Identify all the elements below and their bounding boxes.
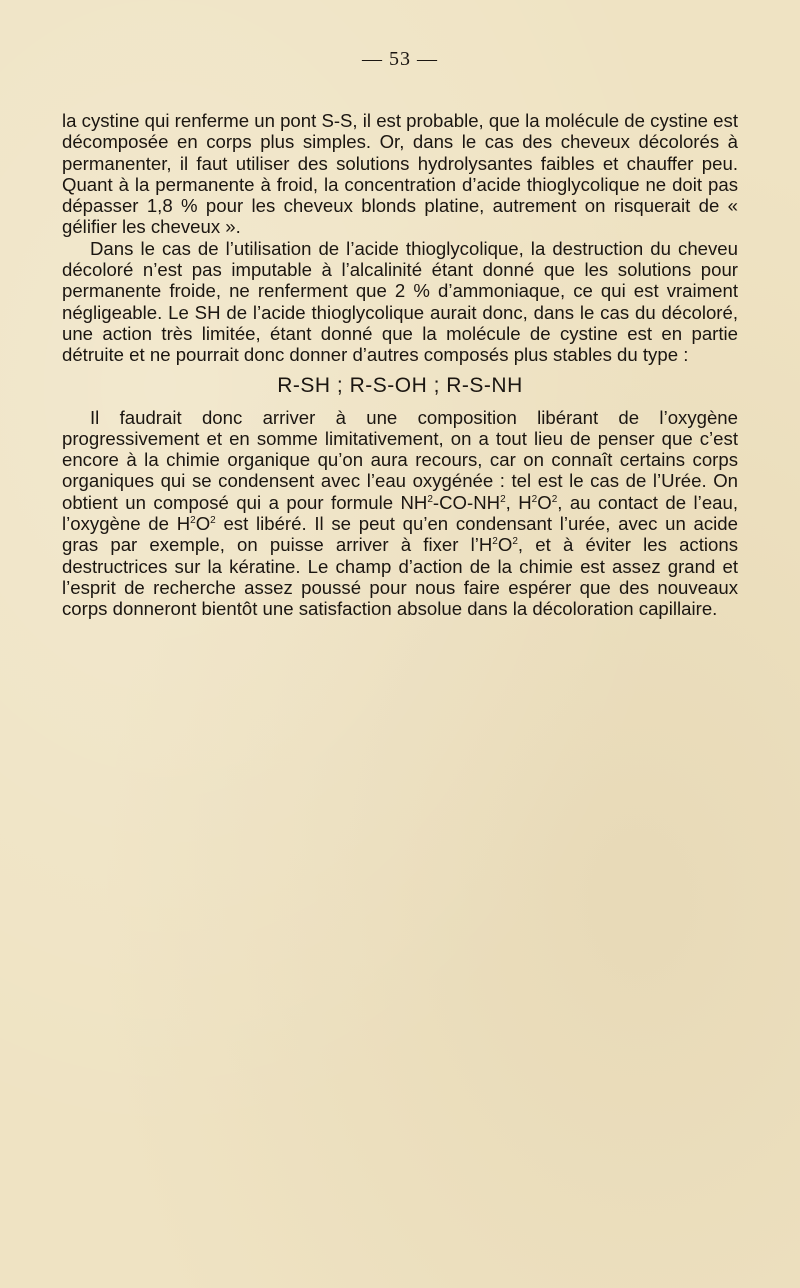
chemical-formula: R-SH ; R-S-OH ; R-S-NH: [277, 373, 523, 397]
paragraph-2: Dans le cas de l’utilisation de l’acide thioglycolique, la destruction du cheveu décoloré n’est pas imputable à l’alcalinité étant donné que les solutions pour permanente froide, ne renferment que 2 % d’ammoniaque, ce qui est vraiment négligeable. Le SH de l’acide thioglycolique aurait donc, dans le cas du décoloré, une action très limitée, étant donné que la molécule de cystine est en partie détruite et ne pourrait donc donner d’autres composés plus stables du type :: [62, 237, 738, 366]
subscript-2: 2: [210, 515, 216, 527]
paragraph-3-text: -CO-NH: [432, 491, 501, 513]
paragraph-1: la cystine qui renferme un pont S-S, il est probable, que la molécule de cystine est décomposée en corps plus simples. Or, dans le cas des cheveux décolorés à permanenter, il faut utiliser des solutions hydrolysantes faibles et chauffer peu. Quant à la permanente à froid, la concentration d’acide thioglycolique ne doit pas dépasser 1,8 % pour les cheveux blonds platine, autrement on risquerait de « gélifier les cheveux ».: [62, 110, 738, 238]
subscript-2: 2: [531, 493, 538, 505]
subscript-2: 2: [500, 493, 506, 505]
page-number: — 53 —: [362, 48, 438, 70]
paragraph-3-text: est libéré. Il se peut qu’en condensant l’urée, avec un acide gras par exemple, on puisse arriver à fixer l’H: [62, 513, 738, 556]
paragraph-3-text: , au contact de l’eau, l’oxygène de H: [62, 491, 739, 535]
paragraph-3-text: O: [497, 534, 513, 556]
subscript-2: 2: [190, 515, 196, 527]
subscript-2: 2: [512, 536, 518, 548]
paragraph-3-text: Il faudrait donc arriver à une composition libérant de l’oxygène progressivement et en somme limitativement, on a tout lieu de penser que c’est encore à la chimie organique qu’on aura recours, car on connaît certains corps organiques qui se condensent avec l’eau oxygénée : tel est le cas de l’Urée. On obtient un composé qui a pour formule NH: [62, 406, 738, 513]
paragraph-3-text: O: [537, 491, 552, 513]
subscript-2: 2: [427, 493, 433, 505]
paragraph-3-text: O: [195, 513, 211, 535]
paragraph-3-text: , et à éviter les actions destructrices sur la kératine. Le champ d’action de la chimie est assez grand et l’esprit de recherche assez poussé pour nous faire espérer que des nouveaux corps donneront bientôt une satisfaction absolue dans la décoloration capillaire.: [62, 534, 739, 620]
subscript-2: 2: [551, 493, 558, 505]
paragraph-3-text: , H: [505, 491, 532, 513]
body-text: [62, 110, 738, 620]
paragraph-3: [62, 407, 738, 620]
subscript-2: 2: [492, 536, 498, 548]
